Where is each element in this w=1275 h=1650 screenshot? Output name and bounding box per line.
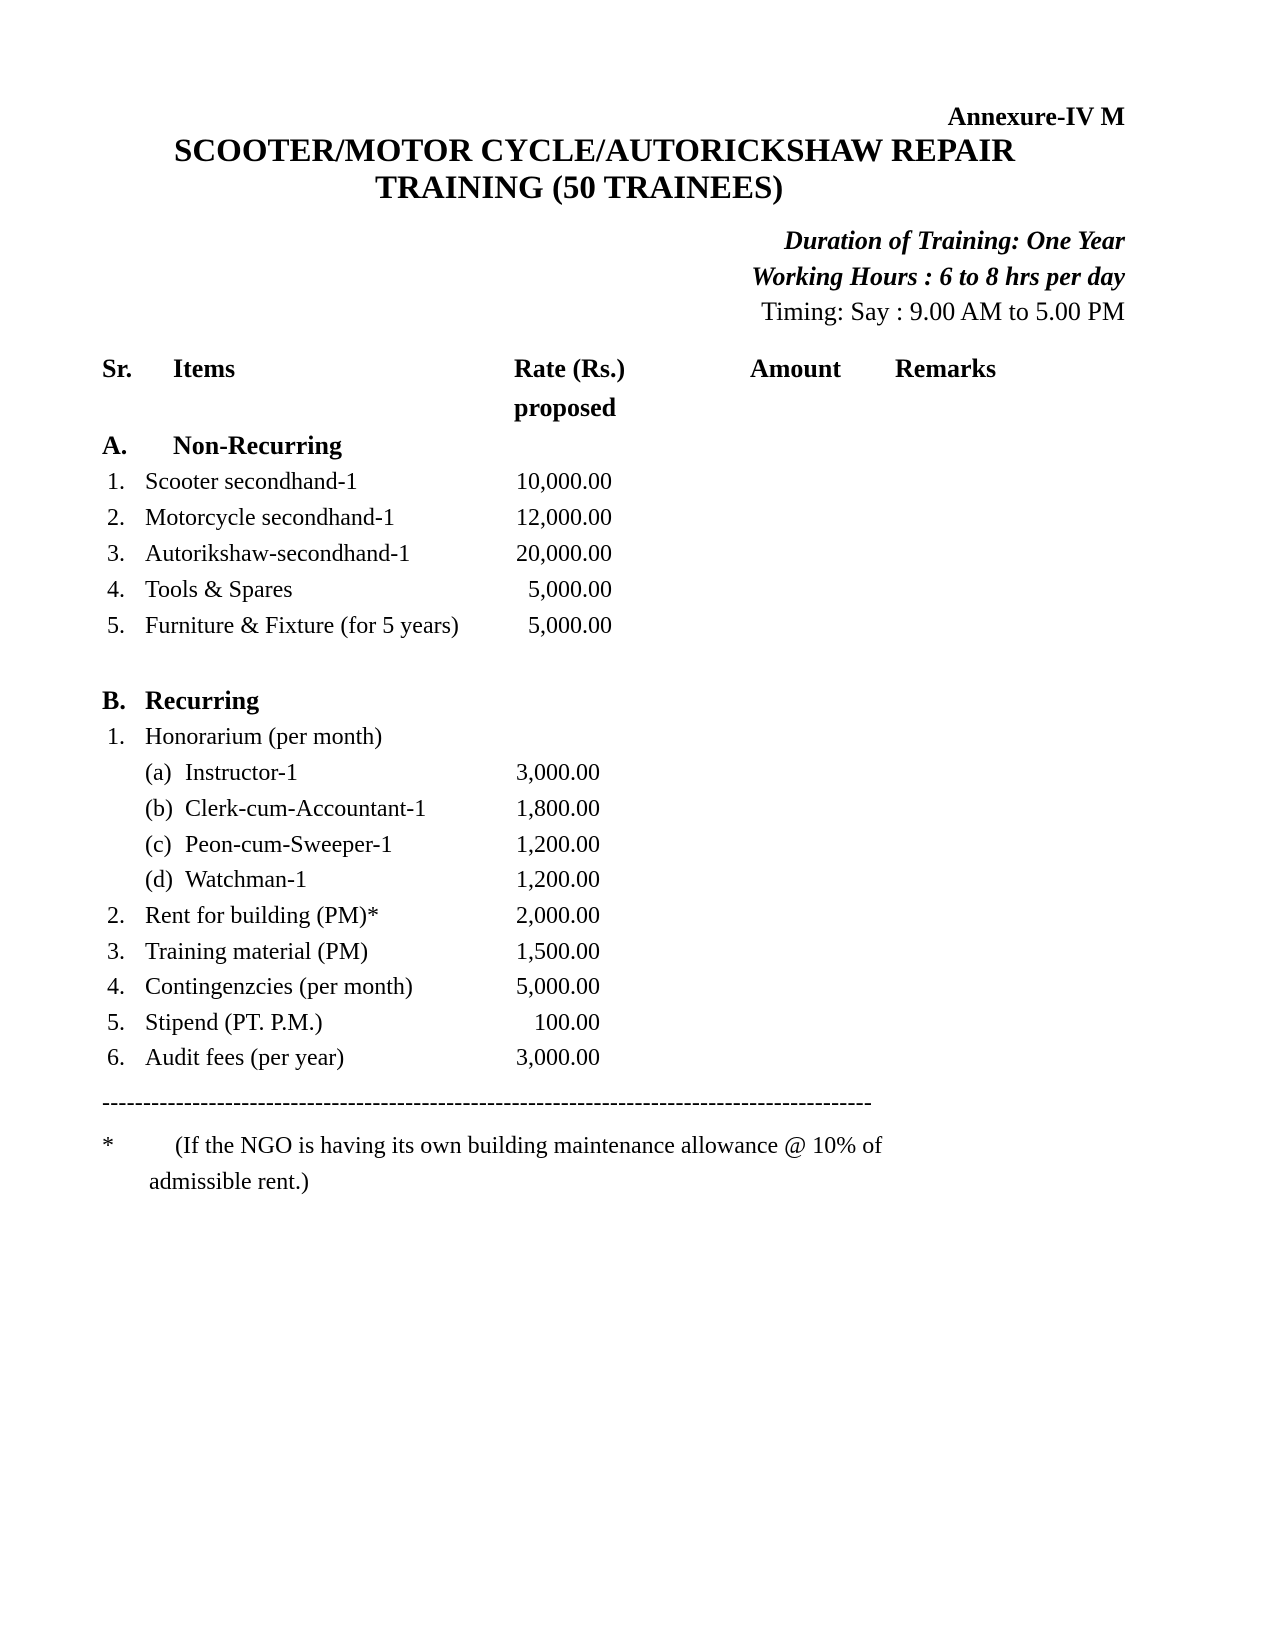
row-number: 4. xyxy=(107,974,125,1000)
sub-row-rate: 1,200.00 xyxy=(516,867,600,893)
row-item: Scooter secondhand-1 xyxy=(145,469,358,495)
row-item: Contingenzcies (per month) xyxy=(145,974,413,1000)
header-remarks: Remarks xyxy=(895,354,997,383)
dashed-divider: ---------------------------------------------------------------------------------------------- xyxy=(102,1090,873,1116)
row-number: 5. xyxy=(107,1010,125,1036)
sub-row-letter: (a) xyxy=(145,760,172,786)
sub-row-rate: 1,800.00 xyxy=(516,796,600,822)
timing: Timing: Say : 9.00 AM to 5.00 PM xyxy=(761,297,1125,326)
row-item: Autorikshaw-secondhand-1 xyxy=(145,541,411,567)
row-rate: 5,000.00 xyxy=(516,974,600,1000)
sub-row-rate: 1,200.00 xyxy=(516,832,600,858)
row-rate: 20,000.00 xyxy=(516,541,612,567)
row-number: 3. xyxy=(107,541,125,567)
row-rate: 1,500.00 xyxy=(516,939,600,965)
row-rate: 2,000.00 xyxy=(516,903,600,929)
row-number: 2. xyxy=(107,505,125,531)
sub-row-letter: (b) xyxy=(145,796,173,822)
row-rate: 100.00 xyxy=(534,1010,600,1036)
row-number: 1. xyxy=(107,724,125,750)
row-item: Audit fees (per year) xyxy=(145,1045,345,1071)
page-title-line1: SCOOTER/MOTOR CYCLE/AUTORICKSHAW REPAIR xyxy=(174,133,1016,169)
row-item: Stipend (PT. P.M.) xyxy=(145,1010,323,1036)
sub-row-letter: (c) xyxy=(145,832,172,858)
footnote-line1: (If the NGO is having its own building maintenance allowance @ 10% of xyxy=(175,1133,883,1159)
section-b-title: Recurring xyxy=(145,686,260,715)
section-b-label: B. xyxy=(102,686,126,715)
row-rate: 10,000.00 xyxy=(516,469,612,495)
row-rate: 5,000.00 xyxy=(528,577,612,603)
page-title-line2: TRAINING (50 TRAINEES) xyxy=(375,170,784,206)
section-a-title: Non-Recurring xyxy=(173,431,342,460)
row-item: Tools & Spares xyxy=(145,577,293,603)
row-number: 5. xyxy=(107,613,125,639)
row-item: Training material (PM) xyxy=(145,939,369,965)
sub-row-item: Peon-cum-Sweeper-1 xyxy=(185,832,393,858)
sub-row-rate: 3,000.00 xyxy=(516,760,600,786)
annexure-label: Annexure-IV M xyxy=(947,102,1125,131)
section-a-label: A. xyxy=(102,431,128,460)
header-items: Items xyxy=(173,354,236,383)
row-number: 2. xyxy=(107,903,125,929)
row-item: Motorcycle secondhand-1 xyxy=(145,505,395,531)
row-rate: 3,000.00 xyxy=(516,1045,600,1071)
honorarium-item: Honorarium (per month) xyxy=(145,724,383,750)
header-sr: Sr. xyxy=(102,354,133,383)
header-rate: Rate (Rs.) xyxy=(514,354,626,383)
working-hours: Working Hours : 6 to 8 hrs per day xyxy=(751,262,1125,291)
row-number: 1. xyxy=(107,469,125,495)
header-rate-proposed: proposed xyxy=(514,393,617,422)
footnote-line2: admissible rent.) xyxy=(149,1169,309,1195)
sub-row-item: Clerk-cum-Accountant-1 xyxy=(185,796,427,822)
row-rate: 12,000.00 xyxy=(516,505,612,531)
row-item: Furniture & Fixture (for 5 years) xyxy=(145,613,459,639)
row-number: 3. xyxy=(107,939,125,965)
row-number: 6. xyxy=(107,1045,125,1071)
sub-row-item: Watchman-1 xyxy=(185,867,308,893)
sub-row-item: Instructor-1 xyxy=(185,760,298,786)
footnote-marker: * xyxy=(102,1133,114,1159)
training-duration: Duration of Training: One Year xyxy=(784,226,1125,255)
row-rate: 5,000.00 xyxy=(528,613,612,639)
row-item: Rent for building (PM)* xyxy=(145,903,379,929)
header-amount: Amount xyxy=(750,354,842,383)
sub-row-letter: (d) xyxy=(145,867,173,893)
row-number: 4. xyxy=(107,577,125,603)
